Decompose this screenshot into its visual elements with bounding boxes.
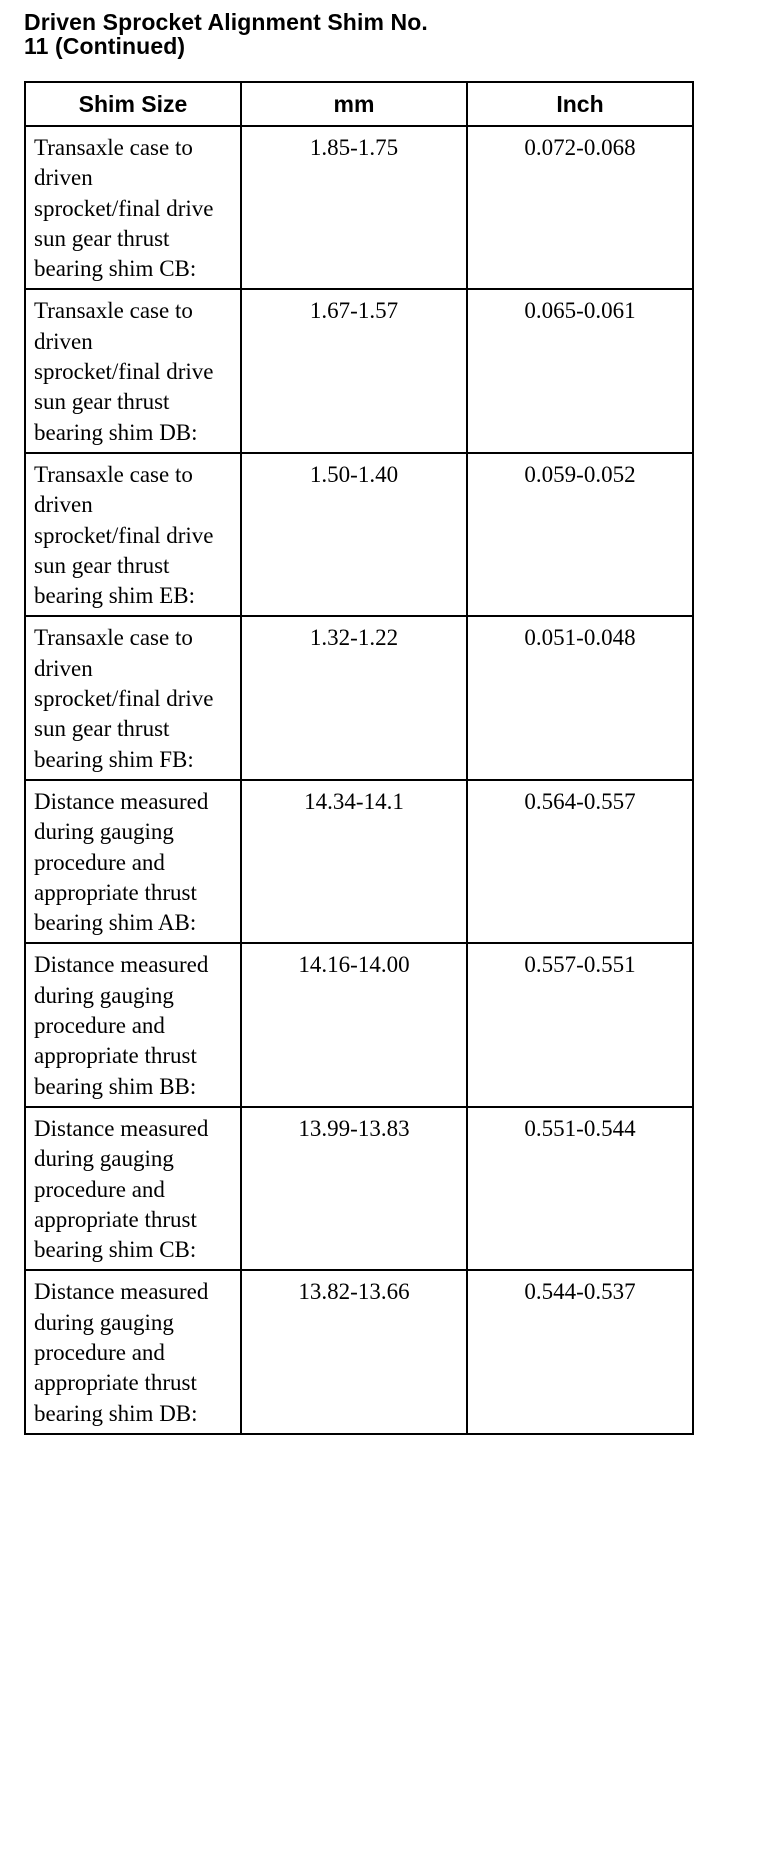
shim-description-cell <box>25 453 241 616</box>
table-row <box>25 126 693 289</box>
table-row <box>25 1270 693 1433</box>
header-inch: Inch <box>467 82 693 126</box>
title-line-1: Driven Sprocket Alignment Shim No. <box>24 9 428 35</box>
shim-description-cell <box>25 126 241 289</box>
table-header-row <box>25 82 693 126</box>
table-row <box>25 1107 693 1270</box>
header-shim-size: Shim Size <box>25 82 241 126</box>
table-row <box>25 943 693 1106</box>
shim-description-cell <box>25 616 241 779</box>
shim-description: Transaxle case to driven sprocket/final drive sun gear thrust bearing shim EB: <box>34 461 214 609</box>
mm-value: 1.67-1.57 <box>241 289 467 452</box>
shim-description-cell <box>25 289 241 452</box>
inch-value: 0.065-0.061 <box>467 289 693 452</box>
mm-value: 13.82-13.66 <box>241 1270 467 1433</box>
shim-spec-table <box>24 81 694 1435</box>
table-row <box>25 780 693 943</box>
shim-description: Distance measured during gauging procedure and appropriate thrust bearing shim BB: <box>34 952 209 1099</box>
shim-description-cell <box>25 1107 241 1270</box>
title-line-2: 11 (Continued) <box>24 33 186 59</box>
mm-value: 1.85-1.75 <box>241 126 467 289</box>
mm-value: 14.34-14.1 <box>241 780 467 943</box>
shim-description: Distance measured during gauging procedure and appropriate thrust bearing shim CB: <box>34 1115 209 1263</box>
shim-description-cell <box>25 780 241 943</box>
header-mm: mm <box>241 82 467 126</box>
shim-description: Transaxle case to driven sprocket/final drive sun gear thrust bearing shim FB: <box>34 625 214 772</box>
shim-description-cell <box>25 943 241 1106</box>
inch-value: 0.557-0.551 <box>467 943 693 1106</box>
inch-value: 0.544-0.537 <box>467 1270 693 1433</box>
inch-value: 0.051-0.048 <box>467 616 693 779</box>
inch-value: 0.072-0.068 <box>467 126 693 289</box>
shim-description-cell <box>25 1270 241 1433</box>
table-row <box>25 616 693 779</box>
mm-value: 13.99-13.83 <box>241 1107 467 1270</box>
mm-value: 1.50-1.40 <box>241 453 467 616</box>
shim-description: Distance measured during gauging procedure and appropriate thrust bearing shim DB: <box>34 1279 209 1426</box>
inch-value: 0.059-0.052 <box>467 453 693 616</box>
mm-value: 14.16-14.00 <box>241 943 467 1106</box>
table-row <box>25 453 693 616</box>
mm-value: 1.32-1.22 <box>241 616 467 779</box>
shim-description: Transaxle case to driven sprocket/final drive sun gear thrust bearing shim CB: <box>34 135 214 282</box>
shim-description: Distance measured during gauging procedure and appropriate thrust bearing shim AB: <box>34 788 209 936</box>
inch-value: 0.551-0.544 <box>467 1107 693 1270</box>
table-row <box>25 289 693 452</box>
inch-value: 0.564-0.557 <box>467 780 693 943</box>
page-title <box>24 10 584 58</box>
shim-description: Transaxle case to driven sprocket/final drive sun gear thrust bearing shim DB: <box>34 298 214 445</box>
